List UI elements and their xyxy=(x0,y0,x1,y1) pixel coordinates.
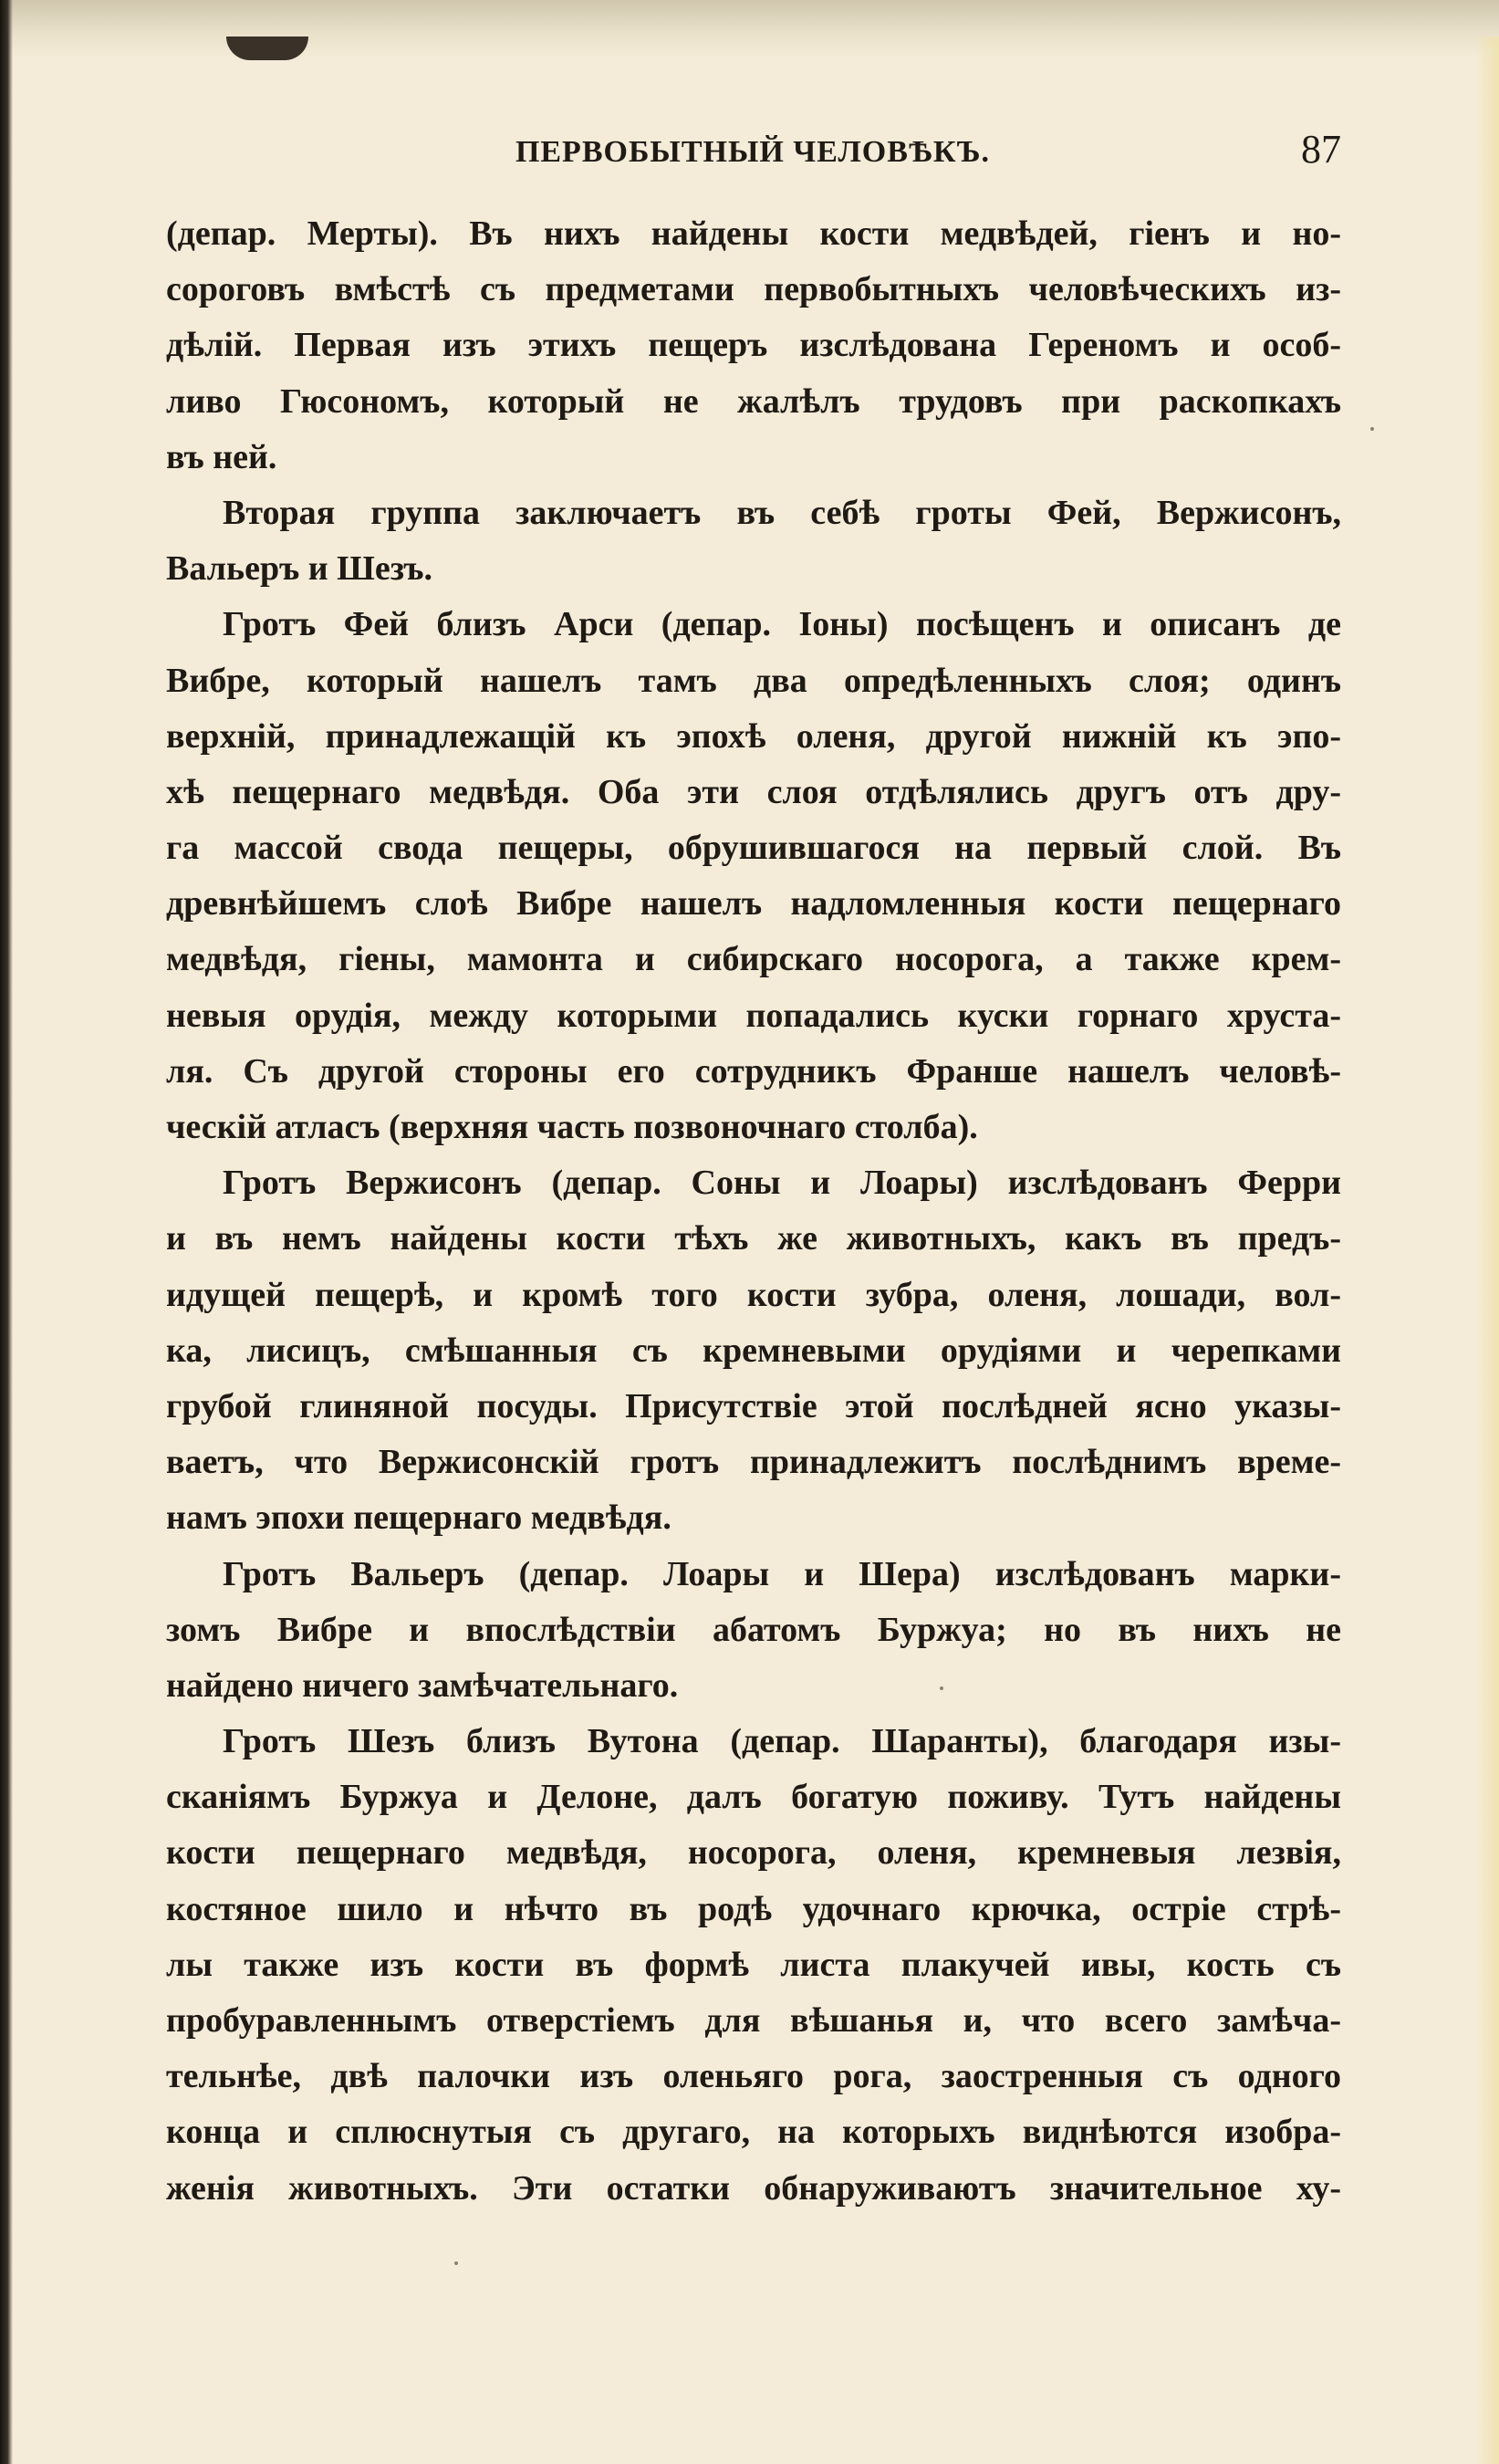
text-line: конца и сплюснутыя съ другаго, на которыхъ виднѣются изобра- xyxy=(166,2113,1341,2152)
page-number: 87 xyxy=(1301,127,1341,172)
text-line: Вторая группа заключаетъ въ себѣ гроты Фей, Вержисонъ, xyxy=(223,493,1341,532)
text-line: га массой свода пещеры, обрушившагося на первый слой. Въ xyxy=(166,829,1341,868)
text-line: въ ней. xyxy=(166,437,277,476)
text-line: лы также изъ кости въ формѣ листа плакучей ивы, кость съ xyxy=(166,1945,1341,1984)
text-line: тельнѣе, двѣ палочки изъ оленьяго рога, заостренныя съ одного xyxy=(166,2057,1341,2096)
text-line: (депар. Мерты). Въ нихъ найдены кости медвѣдей, гіенъ и но- xyxy=(166,214,1341,253)
page-right-edge-tint xyxy=(1475,37,1499,2464)
text-line: Гротъ Фей близъ Арси (депар. Іоны) посѣщенъ и описанъ де xyxy=(223,605,1341,644)
binding-tab-mark xyxy=(226,37,308,60)
text-line: Вальеръ и Шезъ. xyxy=(166,549,433,589)
text-line: медвѣдя, гіены, мамонта и сибирскаго носорога, а также крем- xyxy=(166,940,1341,979)
text-line: верхній, принадлежащій къ эпохѣ оленя, другой нижній къ эпо- xyxy=(166,716,1341,756)
text-line: ливо Гюсономъ, который не жалѣлъ трудовъ при раскопкахъ xyxy=(166,381,1341,421)
text-line: Гротъ Вальеръ (депар. Лоары и Шера) изслѣдованъ марки- xyxy=(223,1554,1341,1593)
page-top-shadow xyxy=(0,0,1499,58)
text-line: ка, лисицъ, смѣшанныя съ кремневыми орудіями и черепками xyxy=(166,1331,1341,1370)
text-line: Гротъ Шезъ близъ Вутона (депар. Шаранты), благодаря изы- xyxy=(223,1722,1341,1761)
running-head: ПЕРВОБЫТНЫЙ ЧЕЛОВѢКЪ. xyxy=(515,135,991,169)
text-line: костяное шило и нѣчто въ родѣ удочнаго крючка, остріе стрѣ- xyxy=(166,1889,1341,1928)
text-line: ческій атласъ (верхняя часть позвоночнаго столба). xyxy=(166,1108,978,1146)
text-line: зомъ Вибре и впослѣдствіи абатомъ Буржуа; но въ нихъ не xyxy=(166,1610,1341,1649)
text-line: грубой глиняной посуды. Присутствіе этой послѣдней ясно указы- xyxy=(166,1386,1341,1425)
text-line: невыя орудія, между которыми попадались куски горнаго хруста- xyxy=(166,996,1341,1035)
text-line: найдено ничего замѣчательнаго. xyxy=(166,1665,679,1705)
book-spine-edge xyxy=(0,0,13,2464)
text-line: сороговъ вмѣстѣ съ предметами первобытныхъ человѣческихъ из- xyxy=(166,270,1341,309)
text-line: Вибре, который нашелъ тамъ два опредѣленныхъ слоя; одинъ xyxy=(166,661,1341,700)
text-line: ваетъ, что Вержисонскій гротъ принадлежитъ послѣднимъ време- xyxy=(166,1443,1341,1482)
text-line: и въ немъ найдены кости тѣхъ же животныхъ, какъ въ предъ- xyxy=(166,1219,1341,1258)
page-header xyxy=(164,126,1341,177)
text-line: пробуравленнымъ отверстіемъ для вѣшанья и, что всего замѣча- xyxy=(166,2001,1341,2040)
text-line: кости пещернаго медвѣдя, носорога, оленя, кремневыя лезвія, xyxy=(166,1833,1341,1873)
text-line: женія животныхъ. Эти остатки обнаруживаютъ значительное ху- xyxy=(166,2168,1341,2208)
text-line: идущей пещерѣ, и кромѣ того кости зубра, оленя, лошади, вол- xyxy=(166,1275,1341,1314)
text-line: древнѣйшемъ слоѣ Вибре нашелъ надломленныя кости пещернаго xyxy=(166,884,1341,924)
text-line: дѣлій. Первая изъ этихъ пещеръ изслѣдована Гереномъ и особ- xyxy=(166,326,1341,365)
text-line: ля. Съ другой стороны его сотрудникъ Франше нашелъ человѣ- xyxy=(166,1051,1341,1091)
text-line: Гротъ Вержисонъ (депар. Соны и Лоары) изслѣдованъ Ферри xyxy=(223,1164,1341,1203)
text-line: намъ эпохи пещернаго медвѣдя. xyxy=(166,1498,671,1538)
body-text xyxy=(166,206,1341,2217)
text-line: хѣ пещернаго медвѣдя. Оба эти слоя отдѣлялись другъ отъ дру- xyxy=(166,772,1341,811)
text-line: сканіямъ Буржуа и Делоне, далъ богатую поживу. Тутъ найдены xyxy=(166,1778,1341,1817)
